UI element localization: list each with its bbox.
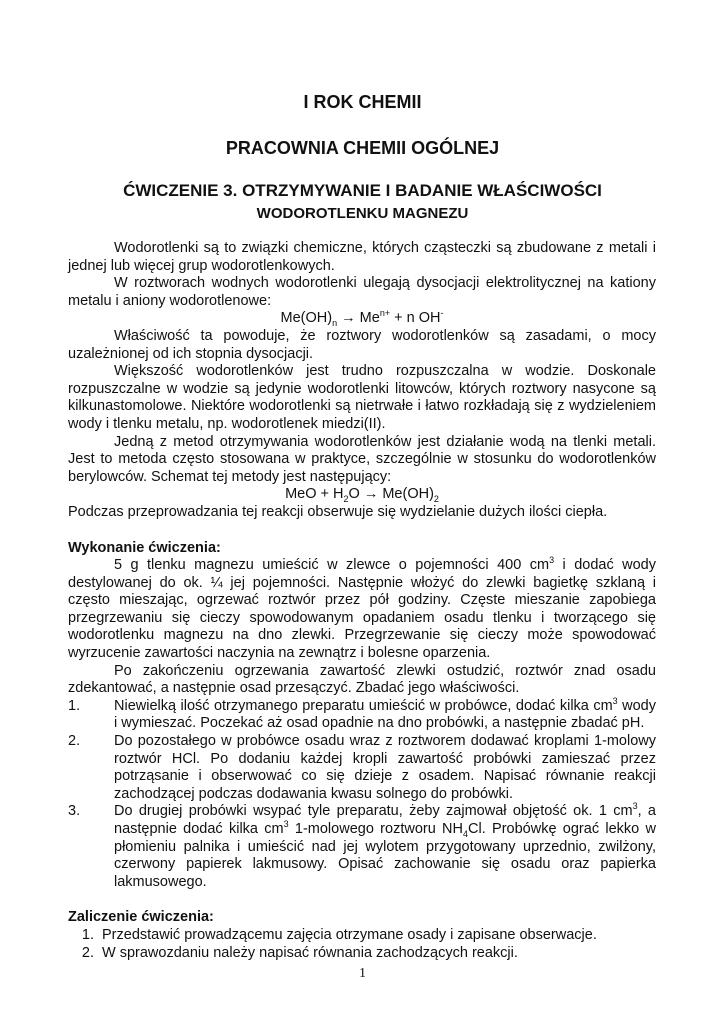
exercise-title-line2: WODOROTLENKU MAGNEZU [256,205,469,222]
intro-paragraph-2: W roztworach wodnych wodorotlenki ulegają dysocjacji elektrolitycznej na kationy metalu i aniony wodorotlenowe: [68,275,656,309]
completion-item-1: 1. Przedstawić prowadzącemu zajęcia otrzymane osady i zapisane obserwacje. [98,927,656,945]
page-number: 1 [359,966,366,981]
procedure-paragraph-1: 5 g tlenku magnezu umieścić w zlewce o pojemności 400 $cm^3$ i dodać wody destylowanej do ok. ¼ jej pojemności. Następnie włożyć do zlewki bagietkę szklaną i często mieszając, ogrzewać roztwór przez pół godziny. Częste mieszanie zapobiega przegrzewaniu się cieczy spowodowanym opadaniem osadu tlenku i tworzącego się wodorotlenku magnezu na dno zlewki. Przegrzewanie się cieczy może spowodować wyrzucenie zawartości naczynia na zewnątrz i bolesne oparzenia. [68,555,656,662]
intro-paragraph-5: Jedną z metod otrzymywania wodorotlenków jest działanie wodą na tlenki metali. Jest to metoda często stosowana w praktyce, szczególnie w stosunku do wodorotlenków berylowców. Schemat tej metody jest następujący: [68,433,656,485]
lab-title: PRACOWNIA CHEMII OGÓLNEJ [225,138,500,158]
intro-paragraph-1: Wodorotlenki są to związki chemiczne, których cząsteczki są zbudowane z metali i jednej lub więcej grup wodorotlenkowych. [68,240,656,274]
course-title: I ROK CHEMII [303,92,422,112]
intro-paragraph-3: Właściwość ta powoduje, że roztwory wodorotlenków są zasadami, o mocy uzależnionej od ich stopnia dysocjacji. [68,327,656,362]
dissociation-equation: $Me(OH)_n \to Me^{n+} + n$ OH- [280,308,444,329]
completion-list [68,927,656,962]
exercise-title-line1: ĆWICZENIE 3. OTRZYMYWANIE I BADANIE WŁAŚCIWOŚCI [123,181,602,200]
document-body [68,240,656,962]
intro-paragraph-6: Podczas przeprowadzania tej reakcji obserwuje się wydzielanie dużych ilości ciepła. [68,503,608,520]
completion-item-2: 2. W sprawozdaniu należy napisać równania zachodzących reakcji. [98,945,656,963]
procedure-step-3: 3. Do drugiej probówki wsypać tyle preparatu, żeby zajmował objętość ok. 1 $cm^3$, a następnie dodać kilka $cm^3$ 1-molowego roztworu $NH_4Cl$. Probówkę ograć lekko w płomieniu palnika i umieścić nad jej wylotem przygotowany uprzednio, zwilżony, czerwony papierek lakmusowy. Opisać zachowanie się osadu oraz papierka lakmusowego. [68,801,657,890]
procedure-step-2: 2. Do pozostałego w probówce osadu wraz z roztworem dodawać kroplami 1-molowy roztwór HCl. Po dodaniu każdej kropli zawartość probówki zamieszać przez potrząsanie i obserwować co się dzieje z osadem. Napisać równanie reakcji zachodzącej podczas dodawania kwasu solnego do probówki. [68,733,656,802]
procedure-step-1: 1. Niewielką ilość otrzymanego preparatu umieścić w probówce, dodać kilka $cm^3$ wody i wymieszać. Poczekać aż osad opadnie na dno probówki, a następnie zbadać pH. [68,696,656,732]
completion-heading: Zaliczenie ćwiczenia: [68,909,214,926]
oxide-water-equation: MeO + $H_2O \to Me(OH)_2$ [285,486,439,505]
procedure-heading: Wykonanie ćwiczenia: [68,539,221,556]
intro-paragraph-4: Większość wodorotlenków jest trudno rozpuszczalna w wodzie. Doskonale rozpuszczalne w wodzie są jedynie wodorotlenki litowców, których roztwory nasycone są kilkunastomolowe. Niektóre wodorotlenki są nietrwałe i łatwo rozkładają się z wydzieleniem wody i tlenku metalu, np. wodorotlenek miedzi(II). [68,363,656,432]
procedure-paragraph-2: Po zakończeniu ogrzewania zawartość zlewki ostudzić, roztwór znad osadu zdekantować, a następnie osad przesączyć. Zbadać jego właściwości. [68,662,656,697]
